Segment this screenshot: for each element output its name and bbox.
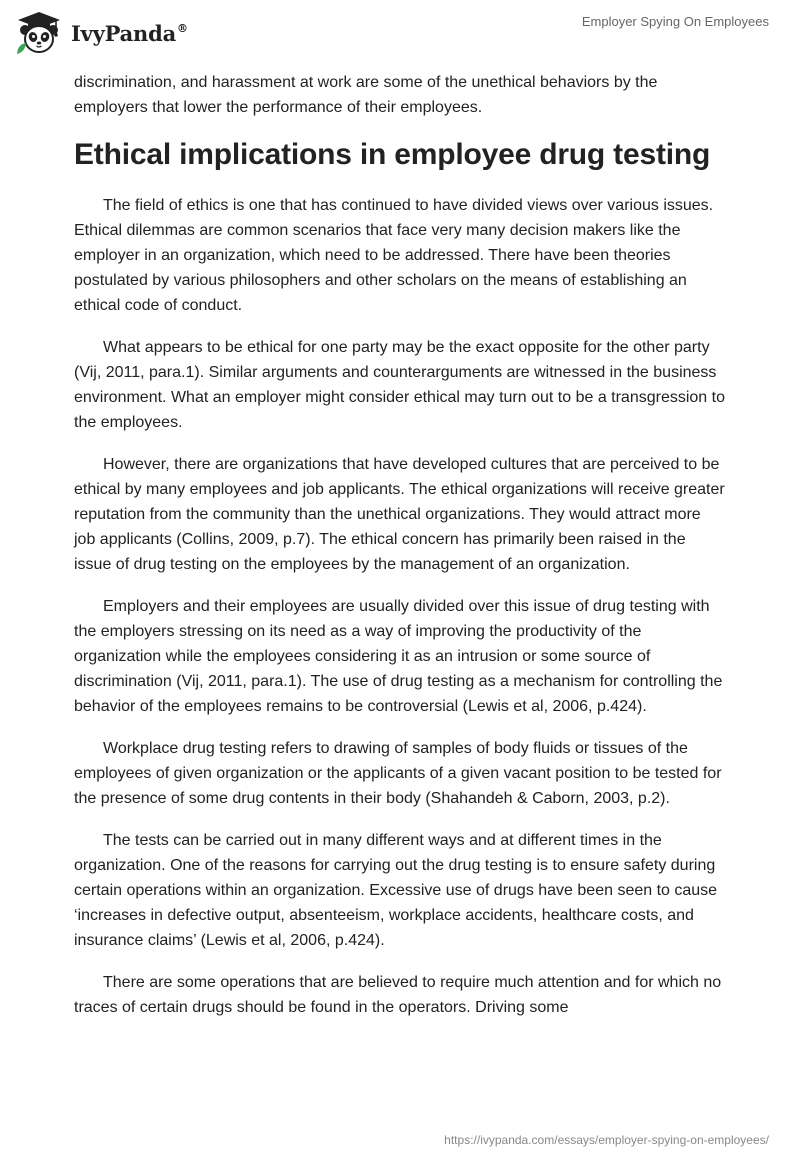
body-paragraph: Employers and their employees are usually divided over this issue of drug testing with the employers stressing on its need as a way of improving the productivity of the organization while the employees considering it as an intrusion or some source of discrimination (Vij, 2011, para.1). The use of drug testing as a mechanism for controlling the behavior of the employees remains to be controversial (Lewis et al, 2006, p.424). <box>74 598 723 715</box>
panda-graduate-logo-icon <box>14 10 64 56</box>
body-paragraph: Workplace drug testing refers to drawing of samples of body fluids or tissues of the employees of given organization or the applicants of a given vacant position to be tested for the presence of some drug contents in their body (Shahandeh & Caborn, 2003, p.2). <box>74 740 722 807</box>
lead-paragraph: discrimination, and harassment at work are some of the unethical behaviors by the employers that lower the performance of their employees. <box>74 74 658 116</box>
body-paragraph: However, there are organizations that have developed cultures that are perceived to be ethical by many employees and job applicants. The ethical organizations will receive greater reputation from the community than the unethical organizations. They would attract more job applicants (Collins, 2009, p.7). The ethical concern has primarily been raised in the issue of drug testing on the employees by the management of an organization. <box>74 456 725 573</box>
body-paragraph: What appears to be ethical for one party may be the exact opposite for the other party (Vij, 2011, para.1). Similar arguments and counterarguments are witnessed in the business environment. What an employer might consider ethical may turn out to be a transgression to the employees. <box>74 339 725 431</box>
brand-name: IvyPanda® <box>71 20 188 46</box>
document-title: Employer Spying On Employees <box>581 14 769 29</box>
source-url[interactable]: https://ivypanda.com/essays/employer-spying-on-employees/ <box>444 1133 769 1147</box>
page-header <box>0 0 800 66</box>
body-paragraph: There are some operations that are believed to require much attention and for which no traces of certain drugs should be found in the operators. Driving some <box>74 974 722 1016</box>
body-paragraph: The tests can be carried out in many different ways and at different times in the organization. One of the reasons for carrying out the drug testing is to ensure safety during certain operations within an organization. Excessive use of drugs have been seen to cause ‘increases in defective output, absenteeism, workplace accidents, healthcare costs, and insurance claims’ (Lewis et al, 2006, p.424). <box>74 832 718 949</box>
body-paragraph: The field of ethics is one that has continued to have divided views over various issues. Ethical dilemmas are common scenarios that face very many decision makers like the employer in an organization, which need to be addressed. There have been theories postulated by various philosophers and other scholars on the means of establishing an ethical code of conduct. <box>74 197 714 314</box>
brand-logo[interactable] <box>14 9 188 57</box>
section-heading: Ethical implications in employee drug testing <box>74 138 711 171</box>
essay-content <box>74 70 726 1037</box>
